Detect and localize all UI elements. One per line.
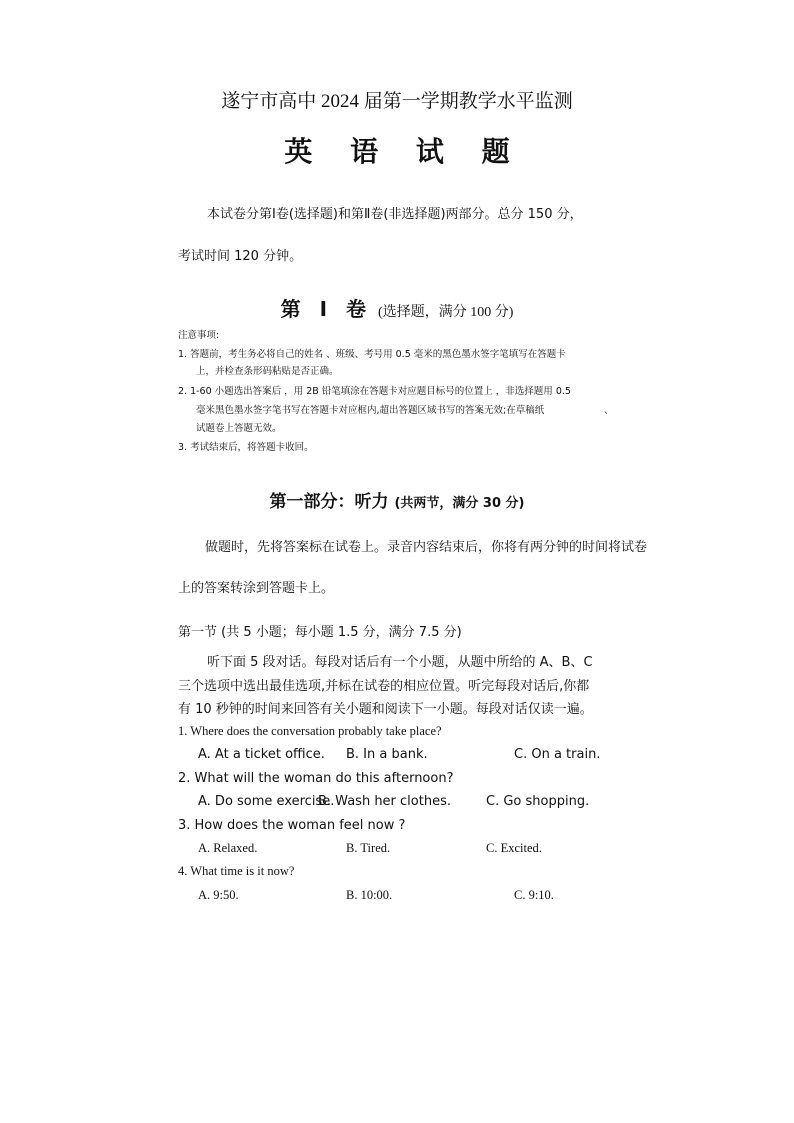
- question-2-option-b: B. Wash her clothes.: [318, 794, 451, 809]
- question-2-option-a: A. Do some exercise.: [198, 794, 335, 809]
- question-2-option-c: C. Go shopping.: [486, 794, 590, 809]
- notice-item-2-line-2-mark: 、: [604, 405, 614, 416]
- question-4-stem: 4. What time is it now?: [178, 864, 295, 878]
- volume-1-title-main: 第 Ⅰ 卷: [280, 297, 372, 321]
- part-1-title: [0, 487, 794, 512]
- section-1-title: 第一节 (共 5 小题；每小题 1.5 分，满分 7.5 分): [178, 625, 462, 640]
- question-4-option-c: C. 9:10.: [514, 888, 554, 902]
- section-1-desc-line-3: 有 10 秒钟的时间来回答有关小题和阅读下一小题。每段对话仅读一遍。: [178, 702, 593, 717]
- subject-title: 英 语 试 题: [284, 135, 524, 168]
- volume-1-title: [0, 293, 794, 322]
- section-1-desc-line-1: 听下面 5 段对话。每段对话后有一个小题，从题中所给的 A、B、C: [207, 655, 593, 670]
- question-3-option-a: A. Relaxed.: [198, 841, 258, 855]
- intro-line-1: 本试卷分第Ⅰ卷(选择题)和第Ⅱ卷(非选择题)两部分。总分 150 分，: [207, 207, 583, 222]
- intro-line-2: 考试时间 120 分钟。: [178, 249, 303, 264]
- question-4-option-b: B. 10:00.: [346, 888, 393, 902]
- notice-item-2-line-1: 2. 1-60 小题选出答案后 ，用 2B 铅笔填涂在答题卡对应题目标号的位置上 ，非选择题用 0.5: [178, 386, 571, 397]
- question-1-stem: 1. Where does the conversation probably take place?: [178, 724, 442, 738]
- notice-item-1-line-1: 1. 答题前，考生务必将自己的姓名 、班级、考号用 0.5 毫米的黑色墨水签字笔填写在答题卡: [178, 349, 566, 360]
- notice-item-3: 3. 考试结束后，将答题卡收回。: [178, 442, 314, 453]
- question-4-option-a: A. 9:50.: [198, 888, 239, 902]
- exam-name: 遂宁市高中 2024 届第一学期教学水平监测: [221, 91, 573, 112]
- notice-item-2-line-3: 试题卷上答题无效。: [196, 423, 282, 434]
- question-3-option-c: C. Excited.: [486, 841, 542, 855]
- section-1-desc-line-2: 三个选项中选出最佳选项,并标在试卷的相应位置。听完每段对话后,你都: [178, 679, 590, 694]
- part-1-instruction-line-2: 上的答案转涂到答题卡上。: [178, 581, 335, 596]
- question-1-option-c: C. On a train.: [514, 747, 601, 762]
- part-1-instruction-line-1: 做题时，先将答案标在试卷上。录音内容结束后，你将有两分钟的时间将试卷: [205, 540, 648, 555]
- part-1-title-main: 第一部分：听力: [269, 492, 389, 512]
- question-3-option-b: B. Tired.: [346, 841, 391, 855]
- notice-item-1-line-2: 上，并检查条形码粘贴是否正确。: [196, 366, 339, 377]
- question-3-stem: 3. How does the woman feel now ?: [178, 818, 406, 833]
- part-1-title-note: (共两节，满分 30 分): [394, 496, 525, 511]
- volume-1-title-note: (选择题，满分 100 分): [378, 305, 514, 320]
- notice-item-2-line-2: 毫米黑色墨水签字笔书写在答题卡对应框内,超出答题区域书写的答案无效;在草稿纸: [196, 405, 545, 416]
- question-1-option-b: B. In a bank.: [346, 747, 428, 762]
- notice-heading: 注意事项:: [178, 330, 220, 341]
- question-1-option-a: A. At a ticket office.: [198, 747, 325, 762]
- question-2-stem: 2. What will the woman do this afternoon?: [178, 771, 454, 786]
